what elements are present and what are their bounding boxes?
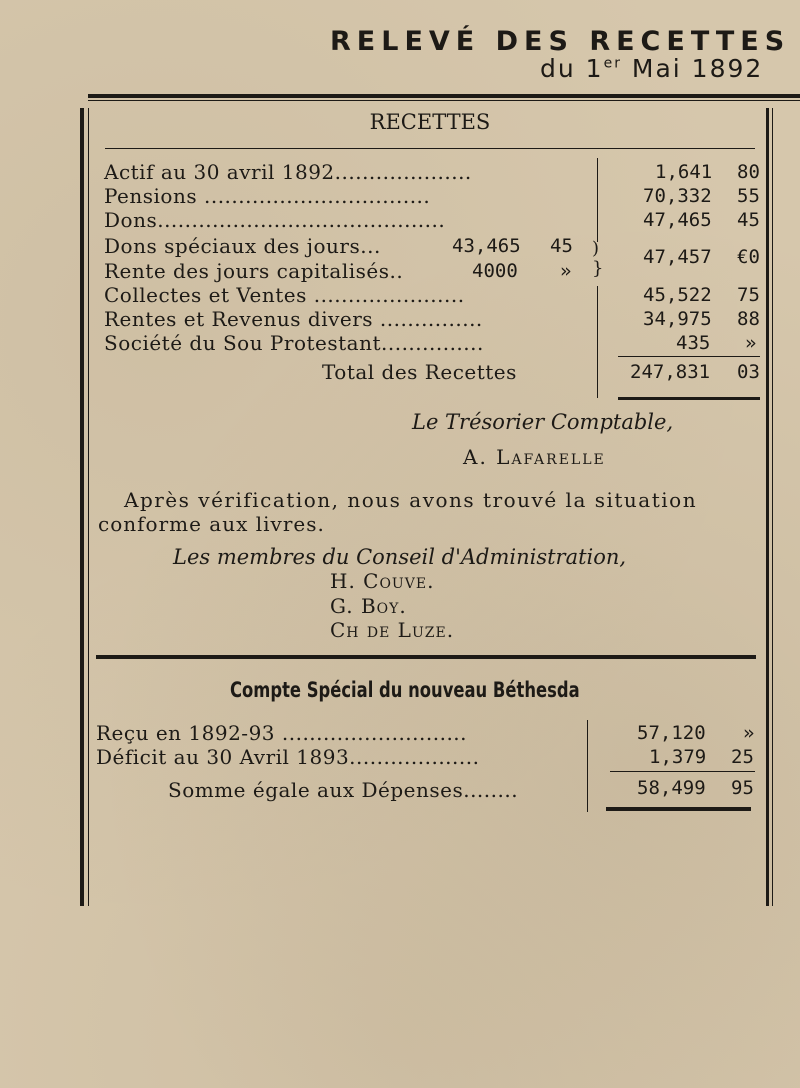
member-luze: Ch de Luze. xyxy=(330,618,455,642)
frame-right-rule-thin xyxy=(772,108,773,906)
row-collectes-cents: 75 xyxy=(737,284,760,306)
row-collectes-label: Collectes et Ventes ...................... xyxy=(104,283,465,307)
recettes-rule xyxy=(105,148,755,149)
row-rentes-amount: 34,975 xyxy=(643,308,712,330)
row-collectes-amount: 45,522 xyxy=(643,284,712,306)
row-dons-speciaux-cents: 45 xyxy=(550,235,573,257)
frame-left-rule xyxy=(80,108,84,906)
header-rule-thin xyxy=(88,100,800,101)
row-dons-speciaux-amount: 43,465 xyxy=(452,235,521,257)
board-heading: Les membres du Conseil d'Administration, xyxy=(173,545,627,569)
special-total-double-rule xyxy=(606,807,751,811)
special-account-title: Compte Spécial du nouveau Béthesda xyxy=(230,678,580,702)
treasurer-role: Le Trésorier Comptable, xyxy=(412,410,674,434)
recettes-column-rule-2 xyxy=(597,286,598,398)
row-dons-amount: 47,465 xyxy=(643,209,712,231)
special-column-rule xyxy=(587,720,588,812)
special-total-amount: 58,499 xyxy=(637,777,706,799)
row-sou-label: Société du Sou Protestant............... xyxy=(104,331,484,355)
row-sou-amount: 435 xyxy=(676,332,711,354)
special-total-rule xyxy=(610,771,755,772)
total-rule xyxy=(618,356,760,357)
row-rentes-label: Rentes et Revenus divers ............... xyxy=(104,307,483,331)
special-deficit-cents: 25 xyxy=(731,746,754,768)
special-recu-amount: 57,120 xyxy=(637,722,706,744)
page-title: RELEVÉ DES RECETTES xyxy=(330,26,791,57)
row-pensions-amount: 70,332 xyxy=(643,185,712,207)
row-actif-amount: 1,641 xyxy=(655,161,713,183)
row-pensions-cents: 55 xyxy=(737,185,760,207)
verification-line1: Après vérification, nous avons trouvé la situation xyxy=(124,488,698,512)
row-special-combined-cents: €0 xyxy=(737,246,760,268)
recettes-column-rule xyxy=(597,158,598,242)
treasurer-name: A. Lafarelle xyxy=(463,445,606,469)
row-rente-jours-label: Rente des jours capitalisés.. xyxy=(104,259,404,283)
special-deficit-amount: 1,379 xyxy=(649,746,707,768)
row-pensions-label: Pensions ................................. xyxy=(104,184,431,208)
total-recettes-label: Total des Recettes xyxy=(322,360,517,384)
brace-open: ) xyxy=(592,238,600,259)
special-recu-cents: » xyxy=(743,722,755,744)
special-total-label: Somme égale aux Dépenses........ xyxy=(168,778,519,802)
row-dons-label: Dons.......................................... xyxy=(104,208,446,232)
header-rule xyxy=(88,94,800,98)
row-dons-speciaux-label: Dons spéciaux des jours... xyxy=(104,234,381,258)
member-boy: G. Boy. xyxy=(330,594,407,618)
special-total-cents: 95 xyxy=(731,777,754,799)
member-couve: H. Couve. xyxy=(330,569,435,593)
total-recettes-cents: 03 xyxy=(737,361,760,383)
section-separator xyxy=(96,655,756,659)
brace-close: } xyxy=(592,258,604,279)
frame-right-rule xyxy=(766,108,769,906)
total-double-rule xyxy=(618,397,760,400)
frame-left-rule-thin xyxy=(88,108,89,906)
total-recettes-amount: 247,831 xyxy=(630,361,711,383)
special-recu-label: Reçu en 1892-93 ........................... xyxy=(96,721,468,745)
row-actif-label: Actif au 30 avril 1892.................... xyxy=(104,160,472,184)
row-special-combined-amount: 47,457 xyxy=(643,246,712,268)
recettes-title: RECETTES xyxy=(369,110,491,134)
row-rente-jours-amount: 4000 xyxy=(472,260,518,282)
row-sou-cents: » xyxy=(745,332,757,354)
row-rente-jours-cents: » xyxy=(560,260,572,282)
row-actif-cents: 80 xyxy=(737,161,760,183)
page-subtitle-date: du 1er Mai 1892 xyxy=(540,54,764,83)
row-rentes-cents: 88 xyxy=(737,308,760,330)
row-dons-cents: 45 xyxy=(737,209,760,231)
verification-line2: conforme aux livres. xyxy=(98,512,325,536)
special-deficit-label: Déficit au 30 Avril 1893................... xyxy=(96,745,480,769)
